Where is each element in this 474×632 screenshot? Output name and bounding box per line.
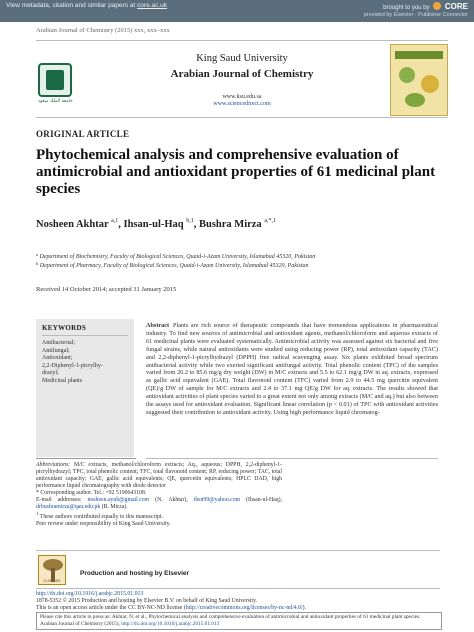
peer-review-note: Peer review under responsibility of King Saud University. — [36, 520, 171, 527]
keyword: 2,2-Diphenyl-1-picrylhy- — [42, 362, 103, 369]
license-line: This is an open access article under the CC BY-NC-ND license (http://creativecommons.org/licenses/by-nc-nd/4.0/). — [36, 605, 307, 611]
core-top-bar — [0, 0, 474, 22]
email-link[interactable]: ihsn99@yahoo.com — [193, 497, 241, 503]
citation-text: Please cite this article in press as: Akhtar, N. et al., Phytochemical analysis and comprehensive evaluation of antimicrobial and antioxidant properties of 61 medicinal plant species. Arabian Journal of Chemistry (2015), — [40, 614, 421, 627]
equal-contribution-note: $^1$ These authors contributed equally to this manuscript. — [36, 512, 163, 520]
email-link[interactable]: nosheen.ayub@gmail.com — [87, 497, 150, 503]
affiliation: $^a$ Department of Biochemistry, Faculty of Biological Sciences, Quaid-i-Azam University, Islamabad 45320, Pakistan — [36, 252, 316, 260]
university-name: King Saud University — [196, 53, 288, 64]
citation-box — [36, 612, 442, 630]
abstract-divider — [146, 458, 438, 459]
production-text: Production and hosting by Elsevier — [80, 570, 190, 577]
citation-doi-link[interactable]: http://dx.doi.org/10.1016/j.arabjc.2015.01.013 — [121, 620, 220, 627]
core-logo-icon — [433, 2, 441, 10]
core-label: CORE — [444, 2, 468, 11]
running-head: Arabian Journal of Chemistry (2015) xxx, xxx–xxx — [36, 27, 170, 34]
keyword: Antioxidant; — [42, 355, 73, 361]
author-sup: a,1 — [111, 218, 119, 224]
journal-header — [36, 40, 448, 118]
abbreviations: Abbreviations: M/C extracts, methanol/chloroform extracts; Aq., aqueous; DPPH, 2,2-diphenyl-1-picrylhydrazyl; TPC, total phenolic content; TFC, total flavonoid content; RP, reducing power; TAC, total antioxidant capacity; GAE, gallic acid equivalents; QE, quercetin equivalents; HPLC DAD, high performance liquid chromatography with diode detector — [36, 462, 282, 489]
author-name: Bushra Mirza — [198, 219, 262, 230]
keyword: Medicinal plants — [42, 377, 83, 384]
article-type: ORIGINAL ARTICLE — [36, 129, 130, 139]
author-name: Ihsan-ul-Haq — [123, 219, 184, 230]
license-link[interactable]: http://creativecommons.org/licenses/by-nc-nd/4.0/ — [185, 605, 303, 611]
keywords-box — [36, 319, 134, 457]
email-addresses: E-mail addresses: nosheen.ayub@gmail.com (N. Akhtar), ihsn99@yahoo.com (Ihsan-ul-Haq), drbushramirza@qau.edu.pk (B. Mirza). — [36, 497, 283, 510]
metadata-line — [6, 2, 167, 9]
copyright-line: 1878-5352 © 2015 Production and hosting by Elsevier B.V. on behalf of King Saud University. — [36, 598, 258, 604]
sciencedirect-url[interactable]: www.sciencedirect.com — [213, 101, 271, 107]
footnotes — [36, 462, 282, 528]
legal-info — [36, 591, 446, 612]
article-title: Phytochemical analysis and comprehensive evaluation of antimicrobial and antioxidant properties of 61 medicinal plant species — [36, 147, 436, 197]
corresponding-author-note: * Corresponding author. Tel.: +92 5190643108. — [36, 490, 147, 496]
keywords-heading: KEYWORDS — [42, 324, 128, 336]
journal-name: Arabian Journal of Chemistry — [170, 68, 314, 80]
author-sup: a,*,1 — [264, 218, 276, 224]
doi-link[interactable]: http://dx.doi.org/10.1016/j.arabjc.2015.01.013 — [36, 591, 144, 597]
journal-cover-image — [390, 44, 448, 116]
core-link[interactable]: core.ac.uk — [137, 2, 168, 9]
received-dates: Received 14 October 2014; accepted 31 January 2015 — [36, 286, 177, 293]
abstract-text: Plants are rich source of therapeutic compounds that have tremendous applications in pharmaceutical industry. To find new sources of antimicrobial and antioxidant agents, methanol/chloroform and aqueous extracts of 61 medicinal plants were evaluated systematically. Antimicrobial activity was assessed against six bacterial and five fungal strains, while natural antioxidants were studied using reducing power (RP), total antioxidant capacity (TAC) and 2,2-diphenyl-1-picrylhydrazyl (DPPH) free radical scavenging assay. Six plants exhibited broad spectrum antibacterial activity while two exerted significant antifungal activity. Total phenolic content (TPC) of the samples varied from 20.2 to 85.6 mg/g dry weight (DW) in M/C extracts and 5.5 to 62.1 mg/g DW in aq. extracts, expressed as gallic acid equivalent (GAE). Total flavonoid content (TFC) varied from 2.9 to 44.5 mg quercitin equivalent (QE)/g DW of sample for M/C extracts and 2.4 to 37.1 mg QE/g DW for aq. extracts. The results showed that antioxidant activities of plant species varied to a great extent not only among extracts (M/C and aq.) but also between the assays used for antioxidant evaluation. Significant linear correlation (p < 0.01) of TPC with antioxidant activities suggested their contribution to antioxidant activity. Using high performance liquid chromatog- — [146, 322, 438, 416]
author-sup: b,1 — [186, 218, 194, 224]
abstract — [146, 322, 438, 417]
keyword: Antibacterial; — [42, 340, 75, 346]
provided-by-text: provided by Elsevier - Publisher Connector — [363, 12, 468, 18]
abstract-label: Abstract — [146, 322, 170, 329]
legal-divider — [36, 588, 440, 589]
keyword: drazyl; — [42, 370, 59, 376]
email-link[interactable]: drbushramirza@qau.edu.pk — [36, 504, 101, 510]
keyword: Antifungal; — [42, 347, 70, 354]
core-brand[interactable] — [383, 2, 468, 11]
elsevier-divider — [36, 550, 440, 551]
author-list: Nosheen Akhtar $^{a,1}$, Ihsan-ul-Haq $^{b,1}$, Bushra Mirza $^{a,*,1}$ — [36, 218, 276, 230]
elsevier-logo-icon: ELSEVIER — [38, 555, 66, 585]
brought-by-text: brought to you by — [383, 5, 430, 11]
metadata-text: View metadata, citation and similar papers at — [6, 2, 136, 9]
ksu-logo-caption: جامعة الملك سعود — [38, 99, 73, 104]
affiliation: $^b$ Department of Pharmacy, Faculty of Biological Sciences, Quaid-i-Azam University, Islamabad 45320, Pakistan — [36, 261, 309, 269]
university-url[interactable]: www.ksu.edu.sa — [222, 94, 262, 100]
author-name: Nosheen Akhtar — [36, 219, 109, 230]
footnote-divider — [36, 458, 136, 459]
